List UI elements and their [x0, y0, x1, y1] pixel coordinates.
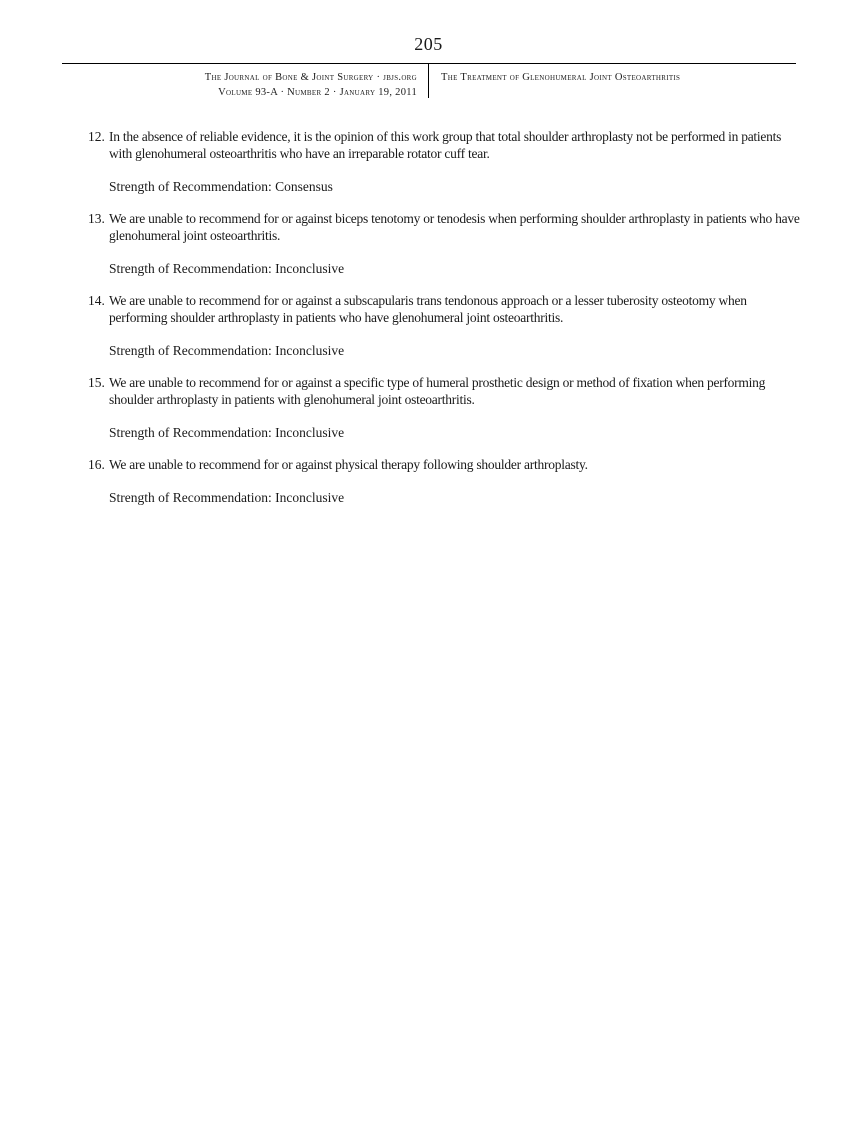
header-divider [428, 64, 429, 98]
recommendation-number: 13. [88, 211, 105, 226]
recommendation-text: We are unable to recommend for or against physical therapy following shoulder arthroplasty. [109, 457, 588, 472]
journal-name-line: The Journal of Bone & Joint Surgery · jbjs.org [204, 72, 417, 83]
recommendation-strength: Strength of Recommendation: Inconclusive [109, 343, 345, 358]
page-number: 205 [414, 34, 443, 54]
recommendation-item [88, 128, 800, 195]
recommendation-text: We are unable to recommend for or against a subscapularis trans tendonous approach or a lesser tuberosity osteotomy when performing shoulder arthroplasty in patients who have glenohumeral joint osteoarthritis. [109, 293, 747, 325]
recommendation-item [88, 374, 800, 441]
journal-issue-line: Volume 93-A · Number 2 · January 19, 2011 [218, 87, 417, 98]
recommendation-strength: Strength of Recommendation: Inconclusive [109, 490, 345, 505]
recommendation-text: We are unable to recommend for or against a specific type of humeral prosthetic design or method of fixation when performing shoulder arthroplasty in patients with glenohumeral joint osteoarthritis. [109, 375, 766, 407]
recommendation-text: In the absence of reliable evidence, it is the opinion of this work group that total shoulder arthroplasty not be performed in patients with glenohumeral osteoarthritis who have an irreparable rotator cuff tear. [109, 129, 782, 161]
recommendation-item [88, 292, 800, 359]
running-header-journal [62, 70, 417, 100]
running-header-article-title: The Treatment of Glenohumeral Joint Osteoarthritis [441, 72, 681, 83]
recommendation-item [88, 456, 800, 506]
recommendation-item [88, 210, 800, 277]
recommendation-number: 12. [88, 129, 105, 144]
recommendation-list [88, 128, 800, 521]
recommendation-strength: Strength of Recommendation: Inconclusive [109, 261, 345, 276]
recommendation-text: We are unable to recommend for or against biceps tenotomy or tenodesis when performing shoulder arthroplasty in patients who have glenohumeral joint osteoarthritis. [109, 211, 800, 243]
recommendation-number: 14. [88, 293, 105, 308]
header-rule [62, 63, 796, 64]
recommendation-number: 15. [88, 375, 105, 390]
recommendation-number: 16. [88, 457, 105, 472]
recommendation-strength: Strength of Recommendation: Consensus [109, 179, 333, 194]
recommendation-strength: Strength of Recommendation: Inconclusive [109, 425, 345, 440]
